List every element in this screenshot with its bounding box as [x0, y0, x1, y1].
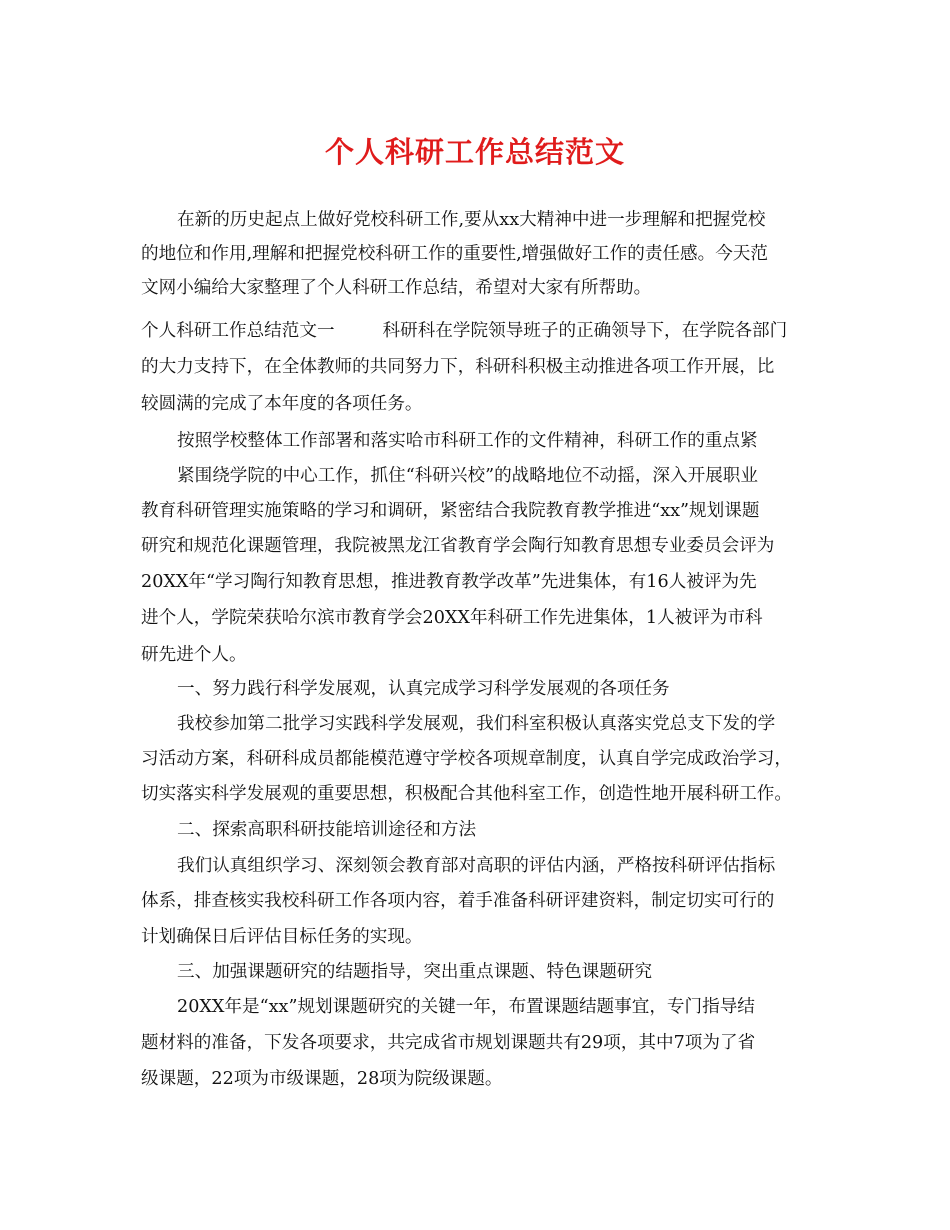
document-title: 个人科研工作总结范文: [324, 135, 625, 169]
text-line: 紧围绕学院的中心工作，抓住“科研兴校”的战略地位不动摇，深入开展职业: [177, 466, 758, 486]
text-line: 研先进个人。: [141, 645, 247, 665]
text-line: 文网小编给大家整理了个人科研工作总结，希望对大家有所帮助。: [141, 278, 652, 298]
text-line: 较圆满的完成了本年度的各项任务。: [141, 394, 423, 414]
text-line: 进个人，学院荣获哈尔滨市教育学会20XX年科研工作先进集体，1人被评为市科: [141, 608, 763, 628]
text-line: 切实落实科学发展观的重要思想，积极配合其他科室工作，创造性地开展科研工作。: [141, 784, 792, 804]
text-line-combined: [141, 314, 787, 348]
text-line: 的大力支持下，在全体教师的共同努力下，科研科积极主动推进各项工作开展，比: [141, 357, 775, 377]
text-line: 级课题，22项为市级课题，28项为院级课题。: [141, 1069, 503, 1089]
section-heading: 二、探索高职科研技能培训途径和方法: [177, 820, 477, 840]
text-line: 的地位和作用,理解和把握党校科研工作的重要性,增强做好工作的责任感。今天范: [141, 244, 768, 264]
text-line: 教育科研管理实施策略的学习和调研，紧密结合我院教育教学推进“xx”规划课题: [141, 501, 760, 521]
section-heading: 个人科研工作总结范文一: [141, 321, 335, 341]
text-line: 体系，排查核实我校科研工作各项内容，着手准备科研评建资料，制定切实可行的: [141, 891, 775, 911]
text-line: 20XX年是“xx”规划课题研究的关键一年，布置课题结题事宜，专门指导结: [177, 997, 755, 1017]
section-text: 科研科在学院领导班子的正确领导下，在学院各部门: [382, 321, 788, 341]
text-line: 我们认真组织学习、深刻领会教育部对高职的评估内涵，严格按科研评估指标: [177, 856, 776, 876]
text-line: 20XX年“学习陶行知教育思想，推进教育教学改革”先进集体，有16人被评为先: [141, 572, 757, 592]
section-heading: 一、努力践行科学发展观，认真完成学习科学发展观的各项任务: [177, 679, 670, 699]
text-line: 在新的历史起点上做好党校科研工作,要从xx大精神中进一步理解和把握党校: [177, 210, 766, 230]
section-heading: 三、加强课题研究的结题指导，突出重点课题、特色课题研究: [177, 962, 653, 982]
text-line: 我校参加第二批学习实践科学发展观，我们科室积极认真落实党总支下发的学: [177, 714, 776, 734]
text-line: 按照学校整体工作部署和落实哈市科研工作的文件精神，科研工作的重点紧: [177, 431, 758, 451]
text-line: 题材料的准备，下发各项要求，共完成省市规划课题共有29项，其中7项为了省: [141, 1033, 756, 1053]
text-line: 计划确保日后评估目标任务的实现。: [141, 927, 423, 947]
text-line: 习活动方案，科研科成员都能模范遵守学校各项规章制度，认真自学完成政治学习，: [141, 749, 792, 769]
text-line: 研究和规范化课题管理，我院被黑龙江省教育学会陶行知教育思想专业委员会评为: [141, 536, 775, 556]
